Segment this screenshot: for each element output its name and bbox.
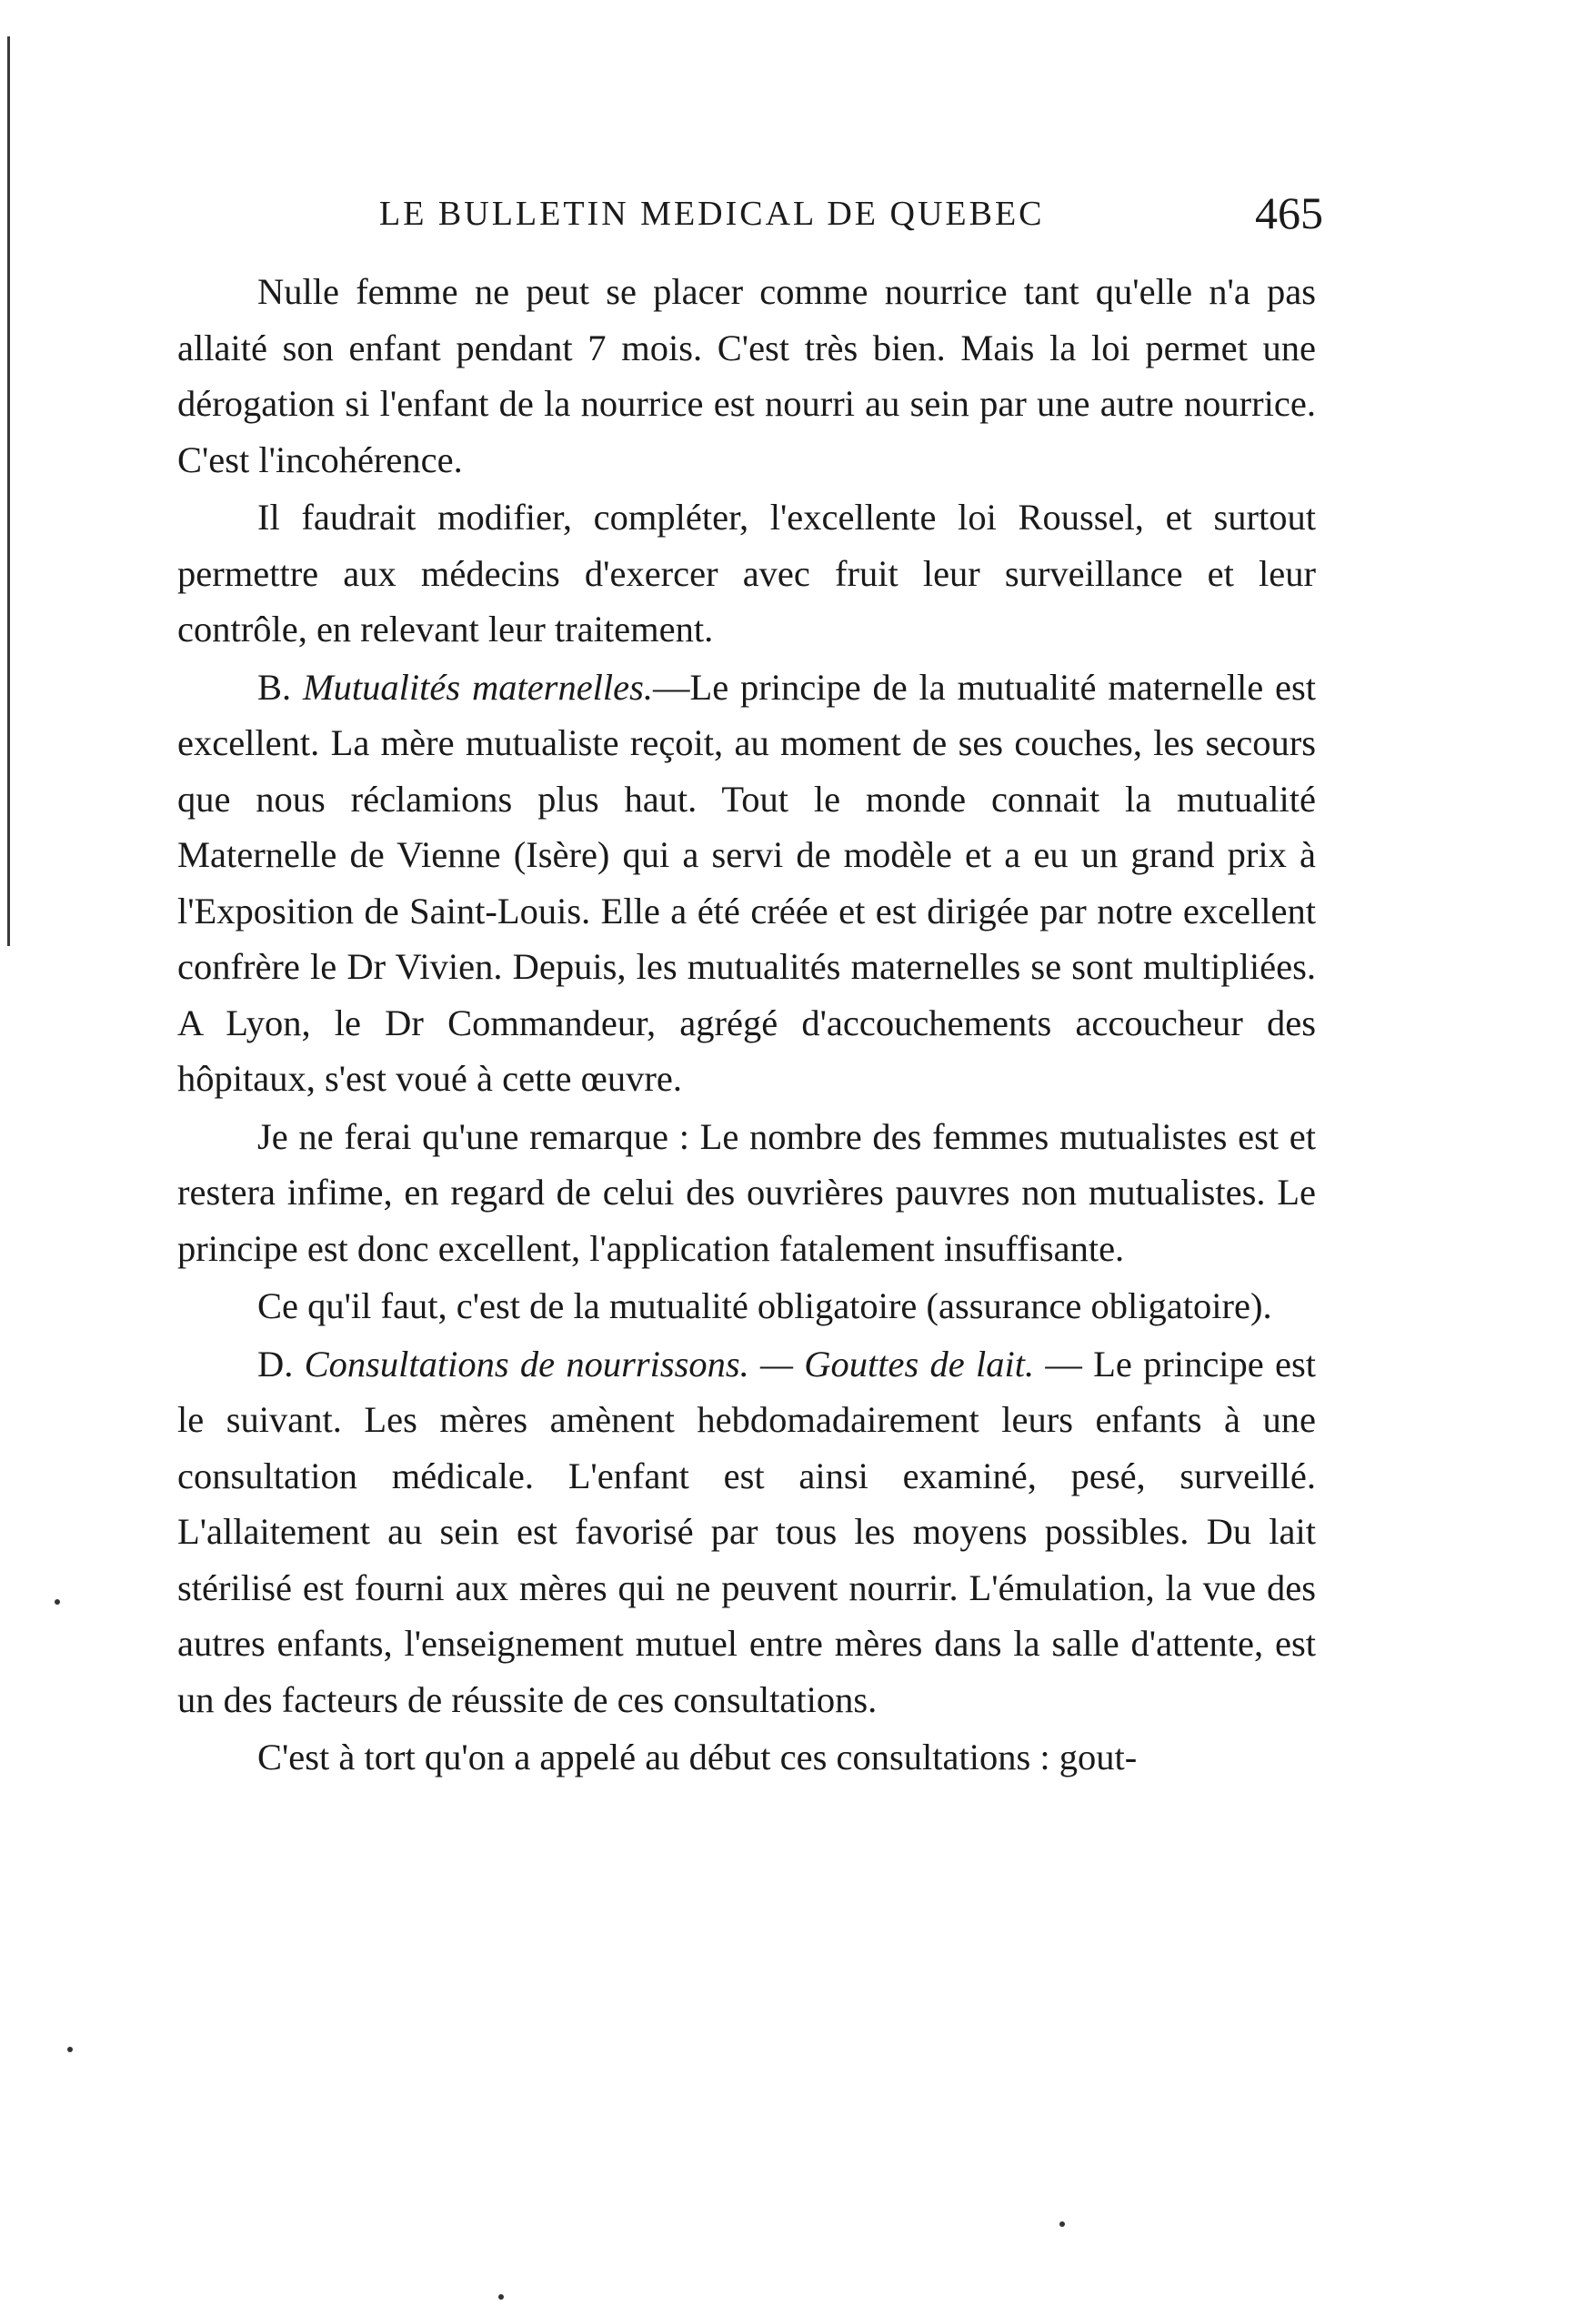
paragraph-2: Il faudrait modifier, compléter, l'excellente loi Roussel, et surtout permettre aux médecins d'exercer avec fruit leur surveillance et leur contrôle, en relevant leur traitement. (177, 497, 1316, 650)
ink-speck (498, 2294, 504, 2300)
section-letter: B. (257, 666, 292, 708)
ink-speck (55, 1599, 60, 1605)
running-title: LE BULLETIN MEDICAL DE QUEBEC (379, 195, 1045, 233)
paragraph-5: Ce qu'il faut, c'est de la mutualité obligatoire (assurance obligatoire). (257, 1285, 1272, 1326)
section-heading: Consultations de nourrissons. — Gouttes de lait. (304, 1343, 1035, 1385)
running-head (177, 186, 1323, 241)
paragraph-6: D. Consultations de nourrissons. — Gouttes de lait. — Le principe est le suivant. Les mères amènent hebdomadairement leurs enfants à une consultation médicale. L'enfant est ainsi examiné, pesé, surveillé. L'allaitement au sein est favorisé par tous les moyens possibles. Du lait stérilisé est fourni aux mères qui ne peuvent nourrir. L'émulation, la vue des autres enfants, l'enseignement mutuel entre mères dans la salle d'attente, est un des facteurs de réussite de ces consultations. (177, 1343, 1317, 1720)
binding-edge (7, 36, 10, 946)
page-number: 465 (1255, 187, 1323, 238)
section-heading: Mutualités maternelles. (302, 666, 654, 708)
paragraph-4: Je ne ferai qu'une remarque : Le nombre des femmes mutualistes est et restera infime, en regard de celui des ouvrières pauvres non mutualistes. Le principe est donc excellent, l'application fatalement insuffisante. (177, 1115, 1316, 1269)
paragraph-1: Nulle femme ne peut se placer comme nourrice tant qu'elle n'a pas allaité son enfant pendant 7 mois. C'est très bien. Mais la loi permet une dérogation si l'enfant de la nourrice est nourri au sein par une autre nourrice. C'est l'incohérence. (177, 271, 1316, 480)
section-letter: D. (257, 1343, 294, 1385)
paragraph-7: C'est à tort qu'on a appelé au début ces consultations : gout- (257, 1737, 1138, 1777)
ink-speck (67, 2047, 73, 2052)
paragraph-3: B. Mutualités maternelles.—Le principe de la mutualité maternelle est excellent. La mère mutualiste reçoit, au moment de ses couches, les secours que nous réclamions plus haut. Tout le monde connait la mutualité Maternelle de Vienne (Isère) qui a servi de modèle et a eu un grand prix à l'Exposition de Saint-Louis. Elle a été créée et est dirigée par notre excellent confrère le Dr Vivien. Depuis, les mutualités maternelles se sont multipliées. A Lyon, le Dr Commandeur, agrégé d'accouchements accoucheur des hôpitaux, s'est voué à cette œuvre. (177, 666, 1317, 1099)
ink-speck (1059, 2221, 1065, 2227)
body-text (177, 264, 1316, 1786)
